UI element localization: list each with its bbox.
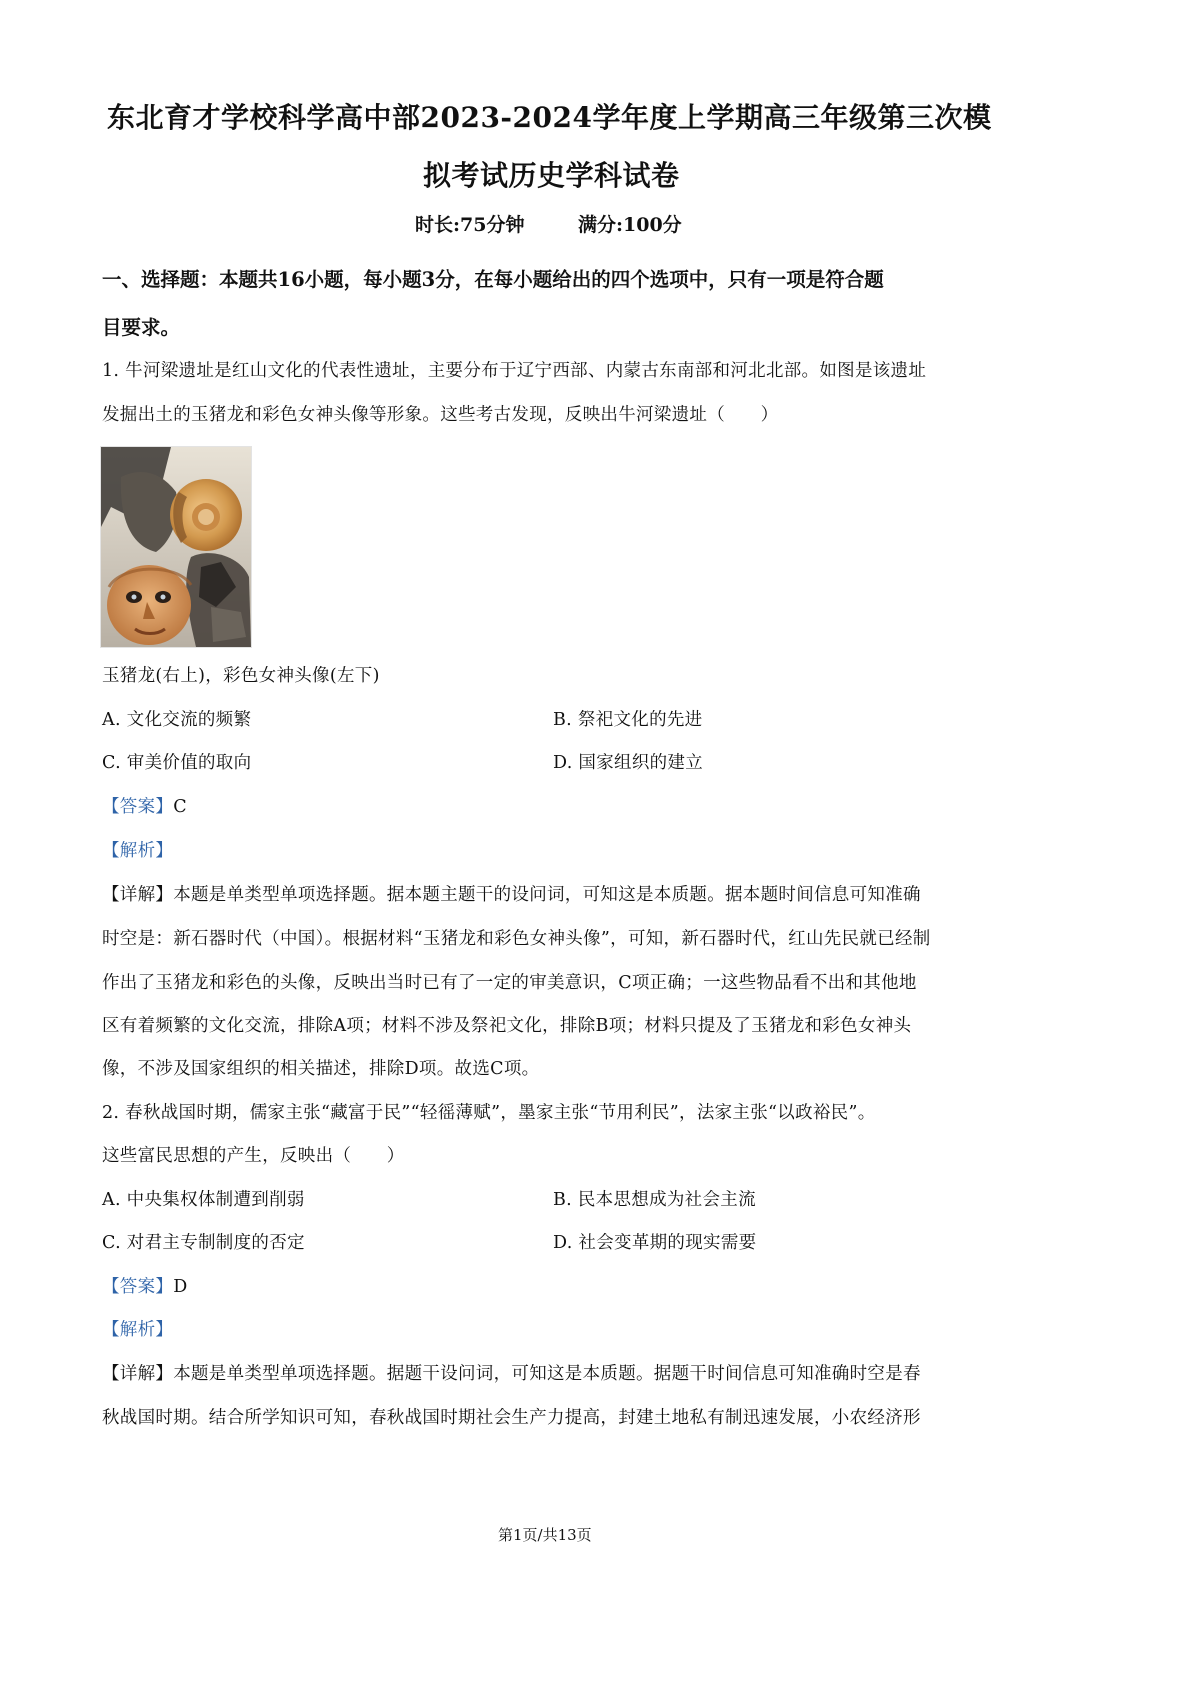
exam-title-line1: 东北育才学校科学高中部2023-2024学年度上学期高三年级第三次模 [107,101,992,134]
q1-answer [102,793,187,818]
q1-detail-label: 【详解】 [102,885,174,905]
q2-stem-line2: 这些富民思想的产生，反映出（ ） [102,1146,405,1166]
q1-option-a: A. 文化交流的频繁 [102,710,252,730]
exam-duration: 时长:75分钟 [415,214,525,236]
exam-full-score: 满分:100分 [578,214,682,236]
q1-detail-line3: 作出了玉猪龙和彩色的头像，反映出当时已有了一定的审美意识，C项正确；一这些物品看不出和其他地 [102,973,917,993]
q1-detail-line4: 区有着频繁的文化交流，排除A项；材料不涉及祭祀文化，排除B项；材料只提及了玉猪龙和彩色女神头 [102,1016,912,1036]
q1-detail-text1: 本题是单类型单项选择题。据本题主题干的设问词，可知这是本质题。据本题时间信息可知准确 [173,885,921,905]
q1-analysis-label: 【解析】 [102,841,174,861]
section-heading-line1: 一、选择题：本题共16小题，每小题3分，在每小题给出的四个选项中，只有一项是符合题 [102,268,884,291]
q2-option-c: C. 对君主专制制度的否定 [102,1233,305,1253]
q1-stem-line2: 发掘出土的玉猪龙和彩色女神头像等形象。这些考古发现，反映出牛河梁遗址（ ） [102,405,779,425]
q1-option-b: B. 祭祀文化的先进 [553,710,703,730]
page-number: 第1页/共13页 [498,1526,592,1544]
q1-artifact-image [100,446,252,648]
q2-detail-line2: 秋战国时期。结合所学知识可知，春秋战国时期社会生产力提高，封建土地私有制迅速发展，小农经济形 [102,1408,921,1428]
q1-answer-label: 【答案】 [102,797,174,817]
section-heading-line2: 目要求。 [102,316,181,339]
q2-detail-line1 [102,1360,921,1385]
exam-title-line2: 拟考试历史学科试卷 [423,159,680,192]
q2-option-d: D. 社会变革期的现实需要 [553,1233,757,1253]
q1-image-caption: 玉猪龙(右上)，彩色女神头像(左下) [102,666,380,686]
q2-answer-value: D [173,1277,188,1297]
q2-option-a: A. 中央集权体制遭到削弱 [102,1190,305,1210]
q1-option-d: D. 国家组织的建立 [553,753,704,773]
q2-stem-line1: 2. 春秋战国时期，儒家主张“藏富于民”“轻徭薄赋”，墨家主张“节用利民”，法家主张“以政裕民”。 [102,1103,876,1123]
q2-option-b: B. 民本思想成为社会主流 [553,1190,756,1210]
q2-detail-text1: 本题是单类型单项选择题。据题干设问词，可知这是本质题。据题干时间信息可知准确时空是春 [173,1364,921,1384]
q2-analysis-label: 【解析】 [102,1320,174,1340]
q1-detail-line2: 时空是：新石器时代（中国）。根据材料“玉猪龙和彩色女神头像”，可知，新石器时代，红山先民就已经制 [102,929,931,949]
q2-answer [102,1273,188,1298]
q2-answer-label: 【答案】 [102,1277,174,1297]
q2-detail-label: 【详解】 [102,1364,174,1384]
q1-answer-value: C [173,797,187,817]
artifact-photo-graphic [101,447,251,647]
q1-detail-line1 [102,881,921,906]
q1-option-c: C. 审美价值的取向 [102,753,252,773]
q1-stem-line1: 1. 牛河梁遗址是红山文化的代表性遗址，主要分布于辽宁西部、内蒙古东南部和河北北部。如图是该遗址 [102,361,927,381]
q1-detail-line5: 像，不涉及国家组织的相关描述，排除D项。故选C项。 [102,1059,540,1079]
